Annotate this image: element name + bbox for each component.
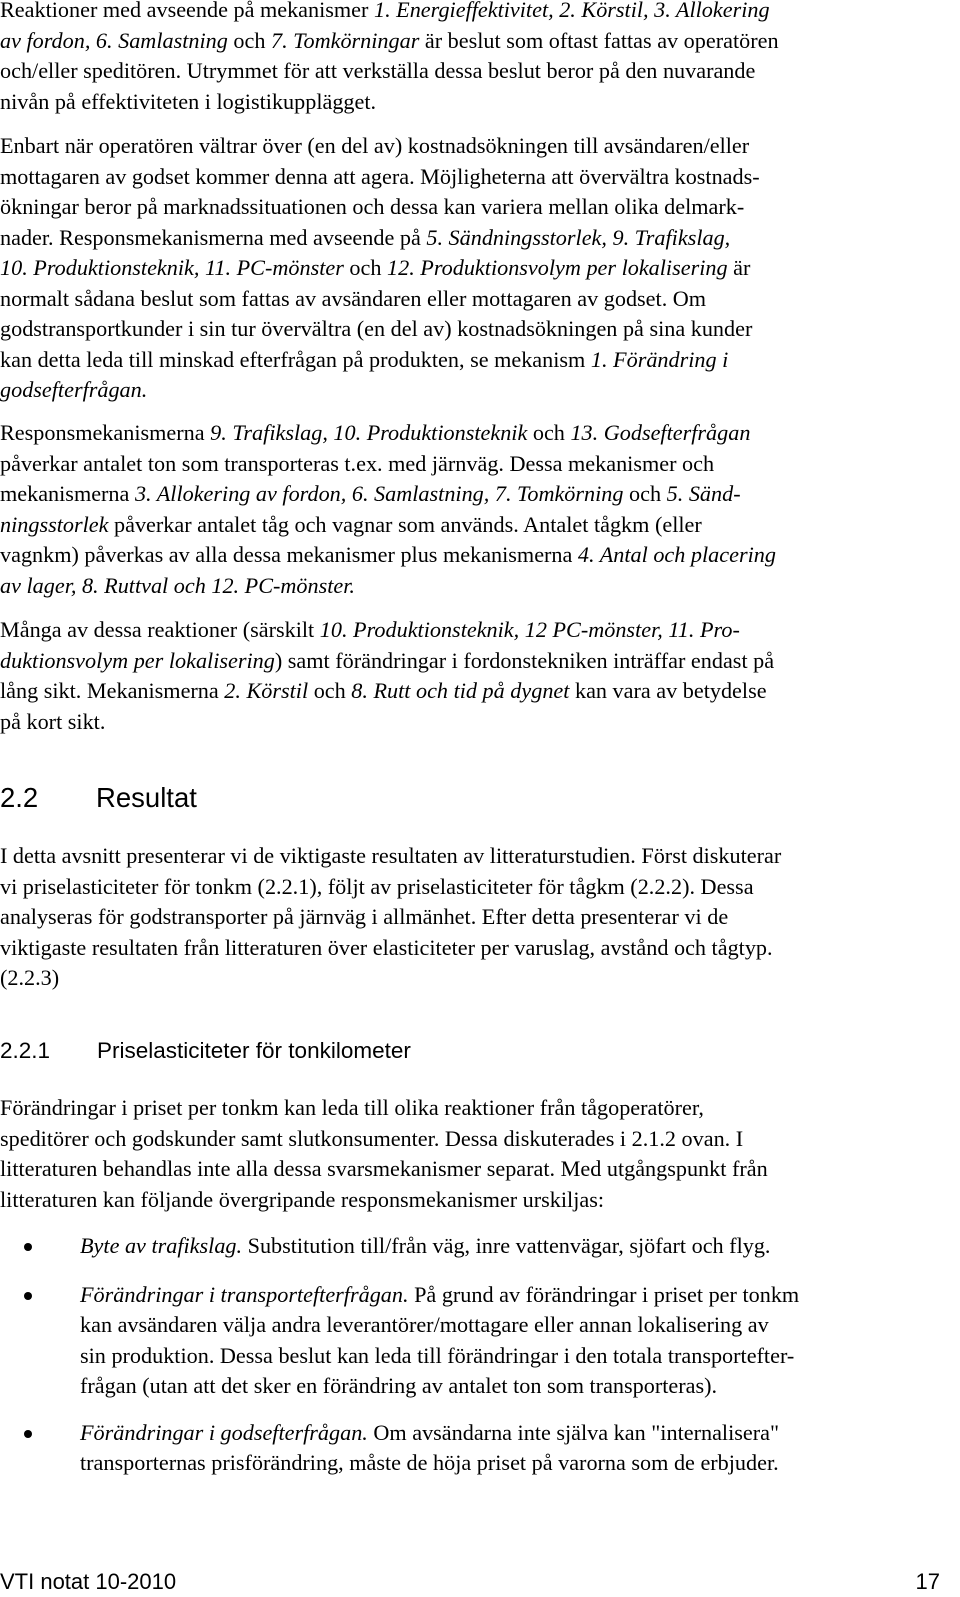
text-run: påverkar antalet ton som transporteras t.ex. med järnväg. Dessa mekanismer och — [0, 450, 715, 476]
paragraph-responsmekanismerna — [0, 418, 950, 601]
subsection-title: Priselasticiteter för tonkilometer — [97, 1038, 411, 1063]
italic-run: 4. Antal och placering — [577, 542, 776, 567]
italic-run: av fordon, 6. Samlastning — [0, 27, 228, 53]
page-number: 17 — [915, 1569, 940, 1594]
text-line — [0, 56, 950, 87]
italic-run: av lager, 8. Ruttval och 12. PC-mönster. — [0, 572, 355, 598]
text-run: speditörer och godskunder samt slutkonsumenter. Dessa diskuterades i 2.1.2 ovan. I — [0, 1125, 744, 1151]
text-line — [0, 510, 950, 541]
text-run: Reaktioner med avseende på mekanismer — [0, 0, 374, 22]
text-run: mekanismerna — [0, 481, 135, 506]
paragraph-manga — [0, 615, 950, 737]
text-line — [0, 1154, 950, 1185]
text-line — [0, 615, 950, 646]
text-run: sin produktion. Dessa beslut kan leda till förändringar i den totala transportefter- — [80, 1342, 795, 1368]
text-line — [80, 1280, 950, 1311]
text-run: ) samt förändringar i fordonstekniken inträffar endast på — [274, 647, 775, 673]
text-line — [0, 872, 950, 903]
bullet-item — [0, 1280, 950, 1402]
text-run: och — [527, 420, 571, 445]
text-run: Många av dessa reaktioner (särskilt — [0, 617, 320, 642]
text-line — [0, 1093, 950, 1124]
text-line — [0, 1185, 950, 1216]
text-run: litteraturen behandlas inte alla dessa svarsmekanismer separat. Med utgångspunkt från — [0, 1156, 768, 1181]
bullet-dot-icon — [24, 1243, 32, 1251]
bullet-item — [0, 1418, 950, 1479]
text-run: vi priselasticiteter för tonkm (2.2.1), följt av priselasticiteter för tågkm (2.2.2). Dessa — [0, 873, 754, 899]
italic-run: Förändringar i godsefterfrågan. — [80, 1419, 368, 1445]
text-line — [0, 131, 950, 162]
text-run: litteraturen kan följande övergripande responsmekanismer urskiljas: — [0, 1186, 605, 1212]
text-run: normalt sådana beslut som fattas av avsändaren eller mottagaren av godset. Om — [0, 285, 707, 311]
text-run: och — [308, 678, 352, 703]
text-run: är beslut som oftast fattas av operatören — [419, 27, 779, 53]
italic-run: 9. Trafikslag, 10. Produktionsteknik — [210, 420, 528, 445]
footer-publication: VTI notat 10-2010 — [0, 1569, 177, 1594]
text-line — [0, 314, 950, 345]
italic-run: 8. Rutt och tid på dygnet — [351, 678, 570, 703]
text-line — [0, 192, 950, 223]
text-run: kan vara av betydelse — [569, 678, 767, 703]
text-line — [0, 963, 950, 994]
text-line — [0, 26, 950, 57]
italic-run: 2. Körstil — [224, 678, 309, 703]
text-line — [0, 162, 950, 193]
text-line — [0, 418, 950, 449]
text-line — [80, 1310, 950, 1341]
italic-run: 7. Tomkörningar — [270, 27, 420, 53]
italic-run: 12. Produktionsvolym per lokalisering — [387, 255, 728, 280]
italic-run: godsefterfrågan. — [0, 377, 148, 402]
section-title: Resultat — [96, 782, 197, 813]
text-run: analyseras för godstransporter på järnväg i allmänhet. Efter detta presenterar vi de — [0, 904, 729, 929]
text-run: nivån på effektiviteten i logistikupplägget. — [0, 88, 377, 114]
text-run: lång sikt. Mekanismerna — [0, 678, 225, 703]
text-run: Förändringar i priset per tonkm kan leda till olika reaktioner från tågoperatörer, — [0, 1095, 704, 1120]
response-mechanism-list — [0, 1231, 950, 1479]
italic-run: ningsstorlek — [0, 511, 109, 537]
paragraph-reaktioner — [0, 0, 950, 117]
italic-run: 10. Produktionsteknik, 11. PC-mönster — [0, 255, 344, 280]
italic-run: duktionsvolym per lokalisering — [0, 647, 275, 673]
text-run: (2.2.3) — [0, 965, 60, 990]
italic-run: Förändringar i transportefterfrågan. — [80, 1281, 409, 1307]
bullet-dot-icon — [24, 1430, 32, 1438]
text-run: Responsmekanismerna — [0, 420, 211, 445]
paragraph-enbart — [0, 131, 950, 406]
section-heading-2-2 — [0, 782, 197, 814]
text-run: vagnkm) påverkas av alla dessa mekanismer plus mekanismerna — [0, 542, 578, 567]
text-line — [0, 345, 950, 376]
text-run: Enbart när operatören vältrar över (en del av) kostnadsökningen till avsändaren/eller — [0, 133, 750, 158]
text-line — [0, 841, 950, 872]
italic-run: 3. Allokering av fordon, 6. Samlastning, 7. Tomkörning — [134, 481, 624, 506]
text-run: viktigaste resultaten från litteraturen över elasticiteter per varuslag, avstånd och tågtyp. — [0, 934, 773, 960]
text-run: godstransportkunder i sin tur övervältra (en del av) kostnadsökningen på sina kunder — [0, 316, 753, 341]
text-run: och — [343, 255, 387, 280]
text-line — [0, 253, 950, 284]
text-line — [0, 449, 950, 480]
text-run: transporternas prisförändring, måste de höja priset på varorna som de erbjuder. — [80, 1450, 779, 1475]
subsection-heading-2-2-1 — [0, 1037, 411, 1065]
text-run: Om avsändarna inte själva kan "internalisera" — [367, 1419, 780, 1445]
text-run: nader. Responsmekanismerna med avseende på — [0, 224, 427, 250]
bullet-item — [0, 1231, 950, 1262]
text-line — [0, 571, 950, 602]
text-run: Substitution till/från väg, inre vattenvägar, sjöfart och flyg. — [242, 1233, 771, 1258]
text-run: kan avsändaren välja andra leverantörer/mottagare eller annan lokalisering av — [80, 1312, 769, 1337]
text-line — [0, 1124, 950, 1155]
text-line — [0, 902, 950, 933]
paragraph-i-detta-avsnitt — [0, 841, 950, 994]
text-run: kan detta leda till minskad efterfrågan på produkten, se mekanism — [0, 346, 591, 372]
text-line — [0, 375, 950, 406]
text-run: ökningar beror på marknadssituationen och dessa kan variera mellan olika delmark- — [0, 194, 745, 219]
text-run: på kort sikt. — [0, 708, 106, 734]
text-line — [80, 1448, 950, 1479]
italic-run: 13. Godsefterfrågan — [570, 420, 751, 445]
text-line — [0, 676, 950, 707]
text-run: och — [623, 481, 667, 506]
italic-run: 1. Förändring i — [590, 346, 729, 372]
text-line — [0, 540, 950, 571]
text-line — [0, 479, 950, 510]
italic-run: 1. Energieffektivitet, 2. Körstil, 3. Allokering — [373, 0, 770, 22]
text-line — [80, 1341, 950, 1372]
italic-run: Byte av trafikslag. — [80, 1233, 243, 1258]
text-run: och — [227, 27, 271, 53]
text-run: är — [727, 255, 751, 280]
text-line — [0, 707, 950, 738]
text-line — [80, 1418, 950, 1449]
text-line — [0, 87, 950, 118]
subsection-number: 2.2.1 — [0, 1038, 51, 1063]
text-run: påverkar antalet tåg och vagnar som används. Antalet tågkm (eller — [108, 511, 702, 537]
paragraph-forandringar-i-priset — [0, 1093, 950, 1215]
text-run: frågan (utan att det sker en förändring av antalet ton som transporteras). — [80, 1373, 718, 1398]
section-number: 2.2 — [0, 782, 39, 813]
text-line — [0, 933, 950, 964]
text-run: I detta avsnitt presenterar vi de viktigaste resultaten av litteraturstudien. Först diskuterar — [0, 843, 782, 868]
italic-run: 10. Produktionsteknik, 12 PC-mönster, 11. Pro- — [319, 617, 740, 642]
text-run: och/eller speditören. Utrymmet för att verkställa dessa beslut beror på den nuvarande — [0, 58, 756, 83]
text-line — [80, 1371, 950, 1402]
italic-run: 5. Sänd- — [666, 481, 741, 506]
text-line — [80, 1231, 950, 1262]
text-run: mottagaren av godset kommer denna att agera. Möjligheterna att övervältra kostnads- — [0, 163, 760, 189]
text-line — [0, 284, 950, 315]
italic-run: 5. Sändningsstorlek, 9. Trafikslag, — [426, 224, 731, 250]
text-line — [0, 646, 950, 677]
text-line — [0, 0, 950, 26]
bullet-dot-icon — [24, 1292, 32, 1300]
text-line — [0, 223, 950, 254]
text-run: På grund av förändringar i priset per tonkm — [408, 1281, 800, 1307]
